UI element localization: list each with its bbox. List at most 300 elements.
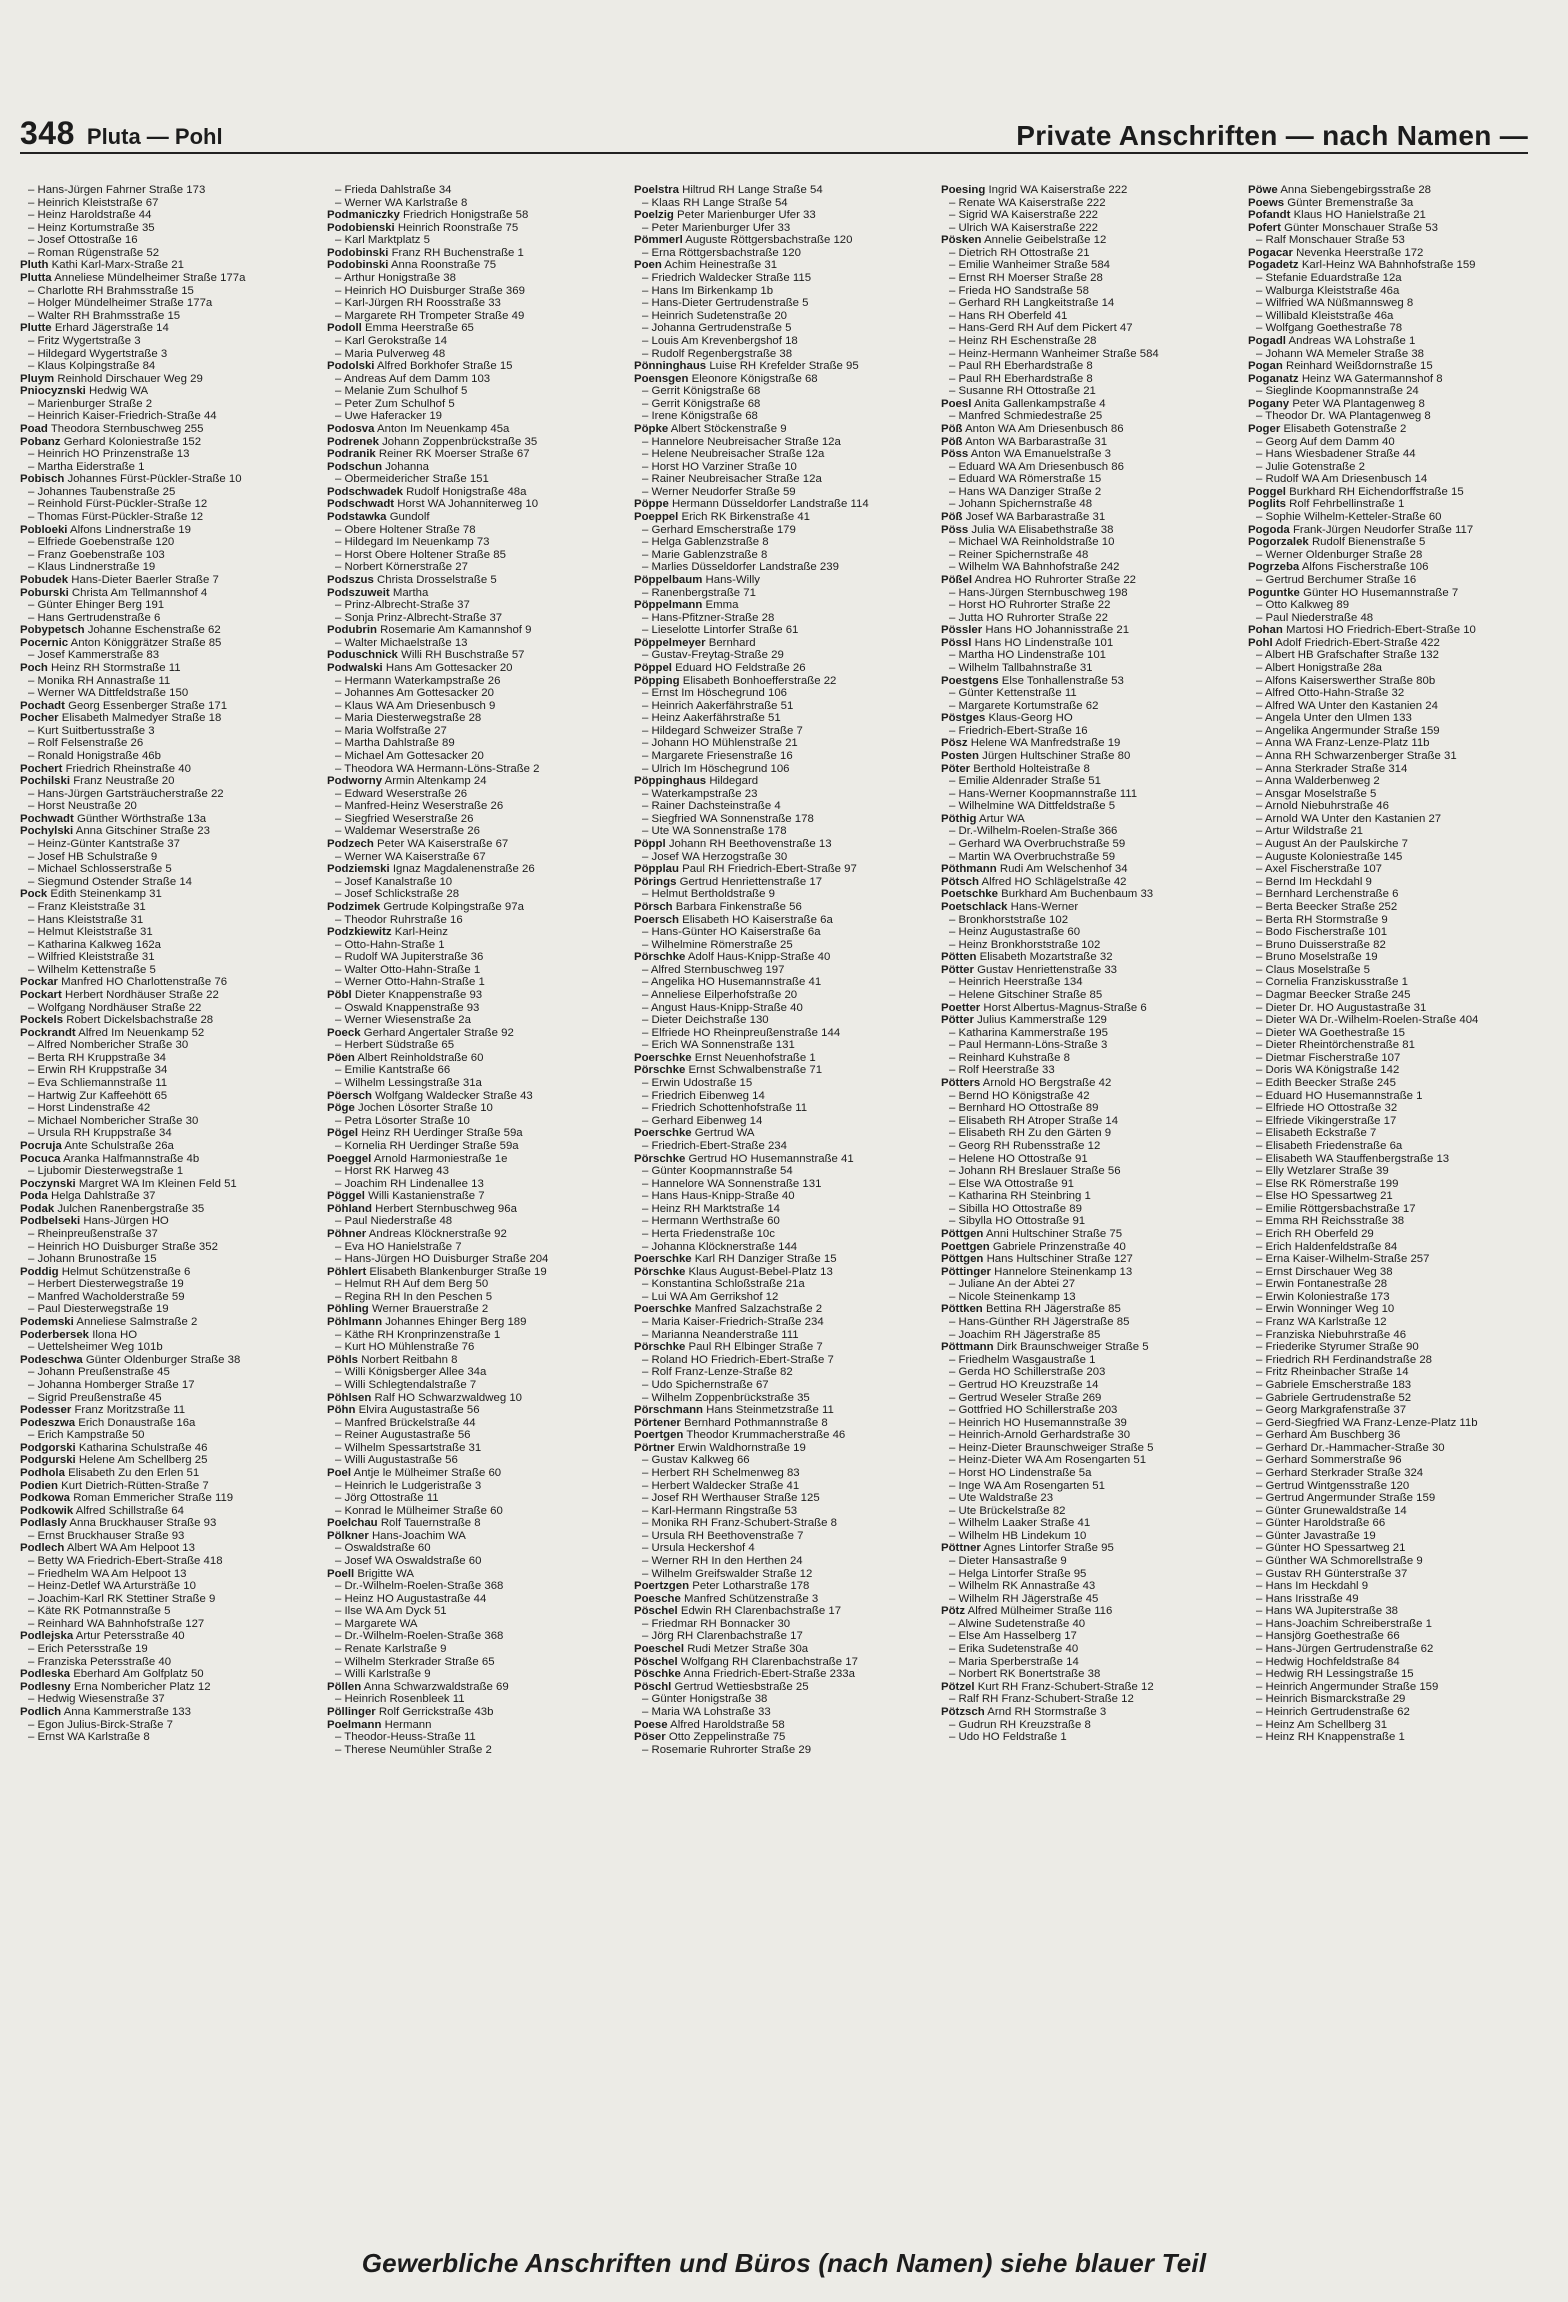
directory-entry: [20, 1253, 320, 1266]
directory-entry: [634, 197, 934, 210]
entry-detail: Reiner RK Moerser Straße 67: [378, 448, 530, 461]
entry-detail: Elisabeth Bonhoefferstraße 22: [682, 674, 837, 687]
directory-entry: [327, 700, 627, 713]
entry-detail: Peter Lotharstraße 178: [692, 1580, 810, 1593]
directory-entry: [327, 1568, 627, 1581]
entry-detail: Ernst Neuenhofstraße 1: [694, 1051, 816, 1064]
entry-detail: Berta Beecker Straße 252: [1265, 900, 1398, 913]
entry-detail: Heinz Kortumstraße 35: [37, 221, 155, 234]
entry-detail: Ursula RH Beethovenstraße 7: [651, 1529, 804, 1542]
directory-entry: [1248, 1190, 1548, 1203]
entry-detail: Hans HO Johannisstraße 21: [985, 624, 1130, 637]
directory-entry: [634, 335, 934, 348]
directory-entry: [1248, 1630, 1548, 1643]
directory-entry: [941, 888, 1241, 901]
surname: Pöhlmann: [327, 1316, 383, 1329]
entry-detail: Waldemar Weserstraße 26: [344, 825, 480, 838]
directory-entry: [1248, 209, 1548, 222]
entry-detail: Wilfried Kleiststraße 31: [37, 951, 155, 964]
directory-entry: [941, 737, 1241, 750]
entry-detail: Arnold Niebuhrstraße 46: [1264, 800, 1389, 813]
directory-entry: [327, 1253, 627, 1266]
directory-entry: [634, 1127, 934, 1140]
directory-entry: [20, 1417, 320, 1430]
directory-entry: [634, 1153, 934, 1166]
entry-detail: Klaus HO Hanielstraße 21: [1293, 209, 1426, 222]
directory-entry: [634, 511, 934, 524]
surname: Pörings: [634, 875, 677, 888]
directory-entry: [327, 737, 627, 750]
directory-entry: [1248, 662, 1548, 675]
entry-detail: Heinrich Bismarckstraße 29: [1265, 1693, 1406, 1706]
entry-detail: Eduard WA Römerstraße 15: [958, 473, 1102, 486]
footer-note: Gewerbliche Anschriften und Büros (nach Namen) siehe blauer Teil: [361, 2248, 1207, 2278]
entry-detail: Gottfried HO Schillerstraße 203: [958, 1404, 1118, 1417]
directory-entry: [20, 1241, 320, 1254]
directory-entry: [20, 964, 320, 977]
surname: Pöttgen: [941, 1227, 984, 1240]
directory-entry: [634, 687, 934, 700]
directory-entry: [20, 587, 320, 600]
entry-detail: Berthold Holteistraße 8: [973, 762, 1090, 775]
entry-detail: Heinz Aakerfährstraße 51: [651, 712, 781, 725]
entry-detail: Johann Brunostraße 15: [37, 1253, 157, 1266]
directory-entry: [1248, 750, 1548, 763]
entry-detail: Katharina Schulstraße 46: [78, 1441, 208, 1454]
entry-detail: Marie Gablenzstraße 8: [651, 548, 768, 561]
directory-entry: [941, 1278, 1241, 1291]
entry-detail: Günter Oldenburger Straße 38: [85, 1353, 241, 1366]
directory-entry: [634, 763, 934, 776]
directory-entry: [941, 1467, 1241, 1480]
directory-entry: [634, 385, 934, 398]
entry-detail: Hildegard: [709, 775, 759, 788]
entry-detail: Alfred Borkhofer Straße 15: [377, 360, 513, 373]
entry-detail: Ernst RH Moerser Straße 28: [958, 272, 1103, 285]
entry-detail: Gerhard WA Overbruchstraße 59: [958, 838, 1126, 851]
surname: Podubrin: [327, 624, 377, 637]
surname: Pöthmann: [941, 863, 997, 876]
directory-entry: [327, 486, 627, 499]
entry-detail: Günter HO Husemannstraße 7: [1303, 586, 1459, 599]
directory-entry: [327, 788, 627, 801]
surname: Pogrzeba: [1248, 561, 1300, 574]
entry-detail: Heinz RH Uerdinger Straße 59a: [361, 1127, 523, 1140]
entry-detail: Karl Gerokstraße 14: [344, 334, 448, 347]
directory-entry: [20, 637, 320, 650]
entry-detail: Anna Bruckhauser Straße 93: [69, 1517, 217, 1530]
directory-entry: [634, 1731, 934, 1744]
directory-entry: [634, 964, 934, 977]
directory-entry: [941, 310, 1241, 323]
entry-detail: Heinrich Aakerfährstraße 51: [651, 699, 794, 712]
entry-detail: Horst HO Varziner Straße 10: [651, 460, 797, 473]
entry-detail: Rolf Tauernstraße 8: [380, 1517, 481, 1530]
surname: Pöttinger: [941, 1265, 991, 1278]
directory-entry: [634, 1404, 934, 1417]
entry-detail: Franz Moritzstraße 11: [74, 1404, 186, 1417]
directory-entry: [327, 1140, 627, 1153]
surname: Pöhner: [327, 1227, 367, 1240]
entry-detail: Dieter WA Goethestraße 15: [1265, 1026, 1405, 1039]
surname: Pochwadt: [20, 812, 74, 825]
directory-entry: [941, 612, 1241, 625]
entry-detail: Artur Wildstraße 21: [1264, 825, 1363, 838]
entry-detail: Susanne RH Ottostraße 21: [958, 385, 1096, 398]
entry-detail: Heinz-Günter Kantstraße 37: [37, 838, 180, 851]
entry-detail: Marlies Düsseldorfer Landstraße 239: [651, 561, 839, 574]
directory-entry: [1248, 1241, 1548, 1254]
entry-detail: Hans-Jürgen Fahrner Straße 173: [37, 184, 206, 196]
entry-detail: Kurt HO Mühlenstraße 76: [344, 1341, 475, 1354]
surname: Pöpplau: [634, 863, 679, 876]
directory-entry: [941, 285, 1241, 298]
directory-entry: [634, 825, 934, 838]
directory-entry: [327, 498, 627, 511]
entry-detail: Dietmar Fischerstraße 107: [1265, 1051, 1401, 1064]
entry-detail: Else RK Römerstraße 199: [1265, 1177, 1399, 1190]
entry-detail: Hans RH Oberfeld 41: [958, 309, 1068, 322]
directory-entry: [941, 1492, 1241, 1505]
entry-detail: Heinz-Hermann Wanheimer Straße 584: [958, 347, 1159, 360]
directory-entry: [634, 1442, 934, 1455]
entry-detail: Christa Drosselstraße 5: [377, 573, 497, 586]
entry-detail: Eduard HO Husemannstraße 1: [1265, 1089, 1423, 1102]
directory-entry: [327, 637, 627, 650]
directory-entry: [1248, 322, 1548, 335]
directory-entry: [634, 1228, 934, 1241]
directory-entry: [941, 637, 1241, 650]
entry-detail: Heinrich HO Duisburger Straße 352: [37, 1240, 218, 1253]
entry-detail: Udo Spichernstraße 67: [651, 1378, 769, 1391]
directory-entry: [1248, 385, 1548, 398]
entry-detail: Adolf Friedrich-Ebert-Straße 422: [1275, 636, 1440, 649]
entry-detail: Rudi Metzer Straße 30a: [687, 1643, 809, 1656]
surname: Poda: [20, 1190, 48, 1203]
surname: Pockrandt: [20, 1026, 76, 1039]
entry-detail: Hermann Werthstraße 60: [651, 1215, 780, 1228]
directory-entry: [1248, 285, 1548, 298]
entry-detail: Hans Kleiststraße 31: [37, 913, 144, 926]
directory-entry: [1248, 1127, 1548, 1140]
directory-entry: [327, 1555, 627, 1568]
surname: Pobanz: [20, 435, 61, 448]
directory-entry: [634, 373, 934, 386]
surname: Pösz: [941, 737, 968, 750]
directory-entry: [1248, 1077, 1548, 1090]
directory-entry: [327, 448, 627, 461]
directory-entry: [941, 1719, 1241, 1732]
surname: Poetter: [941, 1001, 981, 1014]
directory-entry: [20, 410, 320, 423]
directory-entry: [634, 1215, 934, 1228]
surname: Pöss: [941, 448, 969, 461]
entry-detail: Ralf RH Franz-Schubert-Straße 12: [958, 1693, 1134, 1706]
directory-entry: [20, 926, 320, 939]
directory-entry: [20, 1480, 320, 1493]
entry-detail: Willi Königsberger Allee 34a: [344, 1366, 487, 1379]
entry-detail: Helene HO Ottostraße 91: [958, 1152, 1088, 1165]
entry-detail: Bernd Im Heckdahl 9: [1265, 875, 1372, 888]
entry-detail: Gertrud Weseler Straße 269: [958, 1391, 1102, 1404]
directory-entry: [941, 649, 1241, 662]
directory-entry: [20, 310, 320, 323]
entry-detail: Friedmar RH Bonnacker 30: [651, 1617, 791, 1630]
surname: Pöhling: [327, 1303, 369, 1316]
entry-detail: Jürgen Hultschiner Straße 80: [982, 750, 1131, 763]
directory-entry: [20, 800, 320, 813]
directory-entry: [941, 1366, 1241, 1379]
directory-entry: [327, 838, 627, 851]
entry-detail: Fritz Rheinbacher Straße 14: [1265, 1366, 1409, 1379]
surname: Pötter: [941, 963, 974, 976]
directory-entry: [327, 1190, 627, 1203]
directory-entry: [327, 398, 627, 411]
directory-entry: [634, 234, 934, 247]
entry-detail: Dr.-Wilhelm-Roelen-Straße 368: [344, 1580, 504, 1593]
surname: Podobinski: [327, 246, 389, 259]
entry-detail: Ernst WA Karlstraße 8: [37, 1731, 150, 1744]
directory-entry: [634, 1681, 934, 1694]
entry-detail: Friedhelm WA Am Helpoot 13: [37, 1567, 187, 1580]
directory-entry: [941, 838, 1241, 851]
entry-detail: Bernhard Lerchenstraße 6: [1265, 888, 1399, 901]
surname: Poeggel: [327, 1152, 372, 1165]
directory-entry: [941, 1706, 1241, 1719]
entry-detail: Norbert Körnerstraße 27: [344, 561, 468, 574]
surname: Pötten: [941, 951, 977, 964]
entry-detail: Else HO Spessartweg 21: [1265, 1190, 1393, 1203]
directory-entry: [941, 1417, 1241, 1430]
directory-entry: [634, 1354, 934, 1367]
directory-entry: [20, 259, 320, 272]
directory-entry: [20, 725, 320, 738]
entry-detail: Kurt Suitbertusstraße 3: [37, 724, 155, 737]
directory-entry: [634, 587, 934, 600]
directory-column-3: [634, 184, 934, 2232]
entry-detail: Alfons Lindnerstraße 19: [70, 523, 191, 536]
entry-detail: Sieglinde Koopmannstraße 24: [1265, 385, 1419, 398]
directory-entry: [941, 964, 1241, 977]
entry-detail: Gudrun RH Kreuzstraße 8: [958, 1718, 1091, 1731]
directory-entry: [327, 1203, 627, 1216]
entry-detail: Dieter WA Dr.-Wilhelm-Roelen-Straße 404: [1265, 1014, 1479, 1027]
entry-detail: Dieter Deichstraße 130: [651, 1014, 769, 1027]
surname: Poelchau: [327, 1517, 378, 1530]
entry-detail: Karl-Heinz: [394, 926, 448, 939]
directory-entry: [1248, 599, 1548, 612]
surname: Pöppelmeyer: [634, 636, 706, 649]
entry-detail: Arnold Harmoniestraße 1e: [373, 1152, 508, 1165]
directory-entry: [327, 1178, 627, 1191]
entry-detail: Rolf Felsenstraße 26: [37, 737, 144, 750]
entry-detail: Hans-Werner Koopmannstraße 111: [958, 787, 1138, 800]
entry-detail: Marienburger Straße 2: [37, 397, 153, 410]
directory-entry: [327, 574, 627, 587]
directory-entry: [941, 825, 1241, 838]
entry-detail: Heinz RH Stormstraße 11: [51, 661, 181, 674]
directory-entry: [20, 1442, 320, 1455]
directory-entry: [941, 1517, 1241, 1530]
directory-columns: [20, 184, 1552, 2232]
directory-entry: [1248, 1555, 1548, 1568]
entry-detail: Johanna: [385, 460, 429, 473]
directory-entry: [327, 561, 627, 574]
directory-entry: [20, 436, 320, 449]
directory-entry: [941, 461, 1241, 474]
entry-detail: Horst Neustraße 20: [37, 800, 137, 813]
entry-detail: Joachim RH Jägerstraße 85: [958, 1328, 1101, 1341]
entry-detail: Siegfried Weserstraße 26: [344, 812, 474, 825]
directory-entry: [941, 901, 1241, 914]
entry-detail: Julius Kammerstraße 129: [977, 1014, 1107, 1027]
directory-entry: [1248, 851, 1548, 864]
entry-detail: Dietrich RH Ottostraße 21: [958, 246, 1090, 259]
surname: Podmaniczky: [327, 209, 400, 222]
entry-detail: Paul RH Eberhardstraße 8: [958, 372, 1093, 385]
directory-entry: [941, 335, 1241, 348]
directory-entry: [20, 209, 320, 222]
entry-detail: Willibald Kleiststraße 46a: [1265, 309, 1394, 322]
directory-entry: [327, 524, 627, 537]
surname: Poerschke: [634, 1303, 692, 1316]
directory-entry: [20, 1316, 320, 1329]
entry-detail: Manfred Salzachstraße 2: [694, 1303, 823, 1316]
entry-detail: Anna Siebengebirgsstraße 28: [1280, 184, 1432, 196]
surname: Poelzig: [634, 209, 674, 222]
directory-entry: [20, 1153, 320, 1166]
entry-detail: Käthe RH Kronprinzenstraße 1: [344, 1328, 501, 1341]
surname: Pogany: [1248, 397, 1290, 410]
surname: Poensgen: [634, 372, 689, 385]
surname: Poertgen: [634, 1429, 684, 1442]
entry-detail: Maria Sperberstraße 14: [958, 1655, 1079, 1668]
entry-detail: Wolfgang RH Clarenbachstraße 17: [680, 1655, 858, 1668]
directory-entry: [327, 1731, 627, 1744]
entry-detail: Bodo Fischerstraße 101: [1265, 926, 1388, 939]
entry-detail: Hans Gertrudenstraße 6: [37, 611, 161, 624]
entry-detail: Erich RH Oberfeld 29: [1265, 1227, 1374, 1240]
directory-entry: [327, 209, 627, 222]
directory-entry: [20, 1404, 320, 1417]
directory-entry: [634, 863, 934, 876]
directory-column-1: [20, 184, 320, 2232]
entry-detail: Theodor Ruhrstraße 16: [344, 913, 463, 926]
entry-detail: Emilie Röttgersbachstraße 17: [1265, 1202, 1416, 1215]
directory-entry: [1248, 763, 1548, 776]
directory-entry: [941, 1165, 1241, 1178]
entry-detail: Hansjörg Goethestraße 66: [1265, 1630, 1400, 1643]
entry-detail: Margret WA Im Kleinen Feld 51: [78, 1177, 237, 1190]
entry-detail: Erna Röttgersbachstraße 120: [651, 246, 801, 259]
surname: Pöpping: [634, 674, 680, 687]
entry-detail: Wilhelm Zoppenbrückstraße 35: [651, 1391, 810, 1404]
directory-entry: [327, 1153, 627, 1166]
entry-detail: Kurt RH Franz-Schubert-Straße 12: [977, 1680, 1154, 1693]
entry-detail: Karl-Heinz WA Bahnhofstraße 159: [1301, 259, 1476, 272]
directory-entry: [20, 348, 320, 361]
directory-entry: [1248, 234, 1548, 247]
directory-entry: [941, 348, 1241, 361]
directory-entry: [1248, 1316, 1548, 1329]
entry-detail: Inge WA Am Rosengarten 51: [958, 1479, 1105, 1492]
surname: Pock: [20, 888, 48, 901]
directory-entry: [327, 976, 627, 989]
entry-detail: Johann HO Mühlenstraße 21: [651, 737, 798, 750]
directory-entry: [1248, 1165, 1548, 1178]
directory-entry: [1248, 259, 1548, 272]
directory-entry: [1248, 989, 1548, 1002]
entry-detail: Albert Stöckenstraße 9: [670, 422, 787, 435]
directory-entry: [941, 1530, 1241, 1543]
directory-entry: [634, 1530, 934, 1543]
directory-entry: [1248, 1140, 1548, 1153]
directory-entry: [1248, 1329, 1548, 1342]
surname: Pluym: [20, 372, 55, 385]
directory-entry: [634, 851, 934, 864]
directory-entry: [20, 1643, 320, 1656]
directory-entry: [941, 448, 1241, 461]
directory-entry: [327, 1392, 627, 1405]
directory-entry: [634, 1102, 934, 1115]
entry-detail: Herbert Nordhäuser Straße 22: [64, 989, 219, 1001]
surname: Podlejska: [20, 1630, 74, 1643]
directory-entry: [634, 1303, 934, 1316]
surname: Pöppelbaum: [634, 573, 703, 586]
entry-detail: Reinhold Fürst-Pückler-Straße 12: [37, 498, 208, 511]
directory-entry: [1248, 888, 1548, 901]
entry-detail: Hans Irisstraße 49: [1265, 1592, 1359, 1605]
surname: Podranik: [327, 448, 376, 461]
directory-entry: [20, 1303, 320, 1316]
directory-entry: [634, 1241, 934, 1254]
entry-detail: Hans-Günter HO Kaiserstraße 6a: [651, 926, 821, 939]
surname: Podszuweit: [327, 586, 390, 599]
directory-entry: [327, 1681, 627, 1694]
directory-entry: [327, 335, 627, 348]
directory-entry: [20, 700, 320, 713]
surname: Pörschke: [634, 1265, 686, 1278]
directory-entry: [941, 1316, 1241, 1329]
directory-entry: [1248, 1027, 1548, 1040]
directory-entry: [634, 209, 934, 222]
entry-detail: Anneliese Mündelheimer Straße 177a: [54, 272, 246, 285]
directory-entry: [20, 561, 320, 574]
surname: Poddig: [20, 1265, 59, 1278]
directory-entry: [327, 1505, 627, 1518]
directory-entry: [327, 385, 627, 398]
directory-entry: [20, 1039, 320, 1052]
directory-entry: [327, 1241, 627, 1254]
directory-entry: [327, 1303, 627, 1316]
directory-entry: [941, 851, 1241, 864]
surname: Poews: [1248, 196, 1285, 209]
directory-entry: [634, 800, 934, 813]
directory-entry: [1248, 1014, 1548, 1027]
entry-detail: Rheinpreußenstraße 37: [37, 1227, 158, 1240]
directory-entry: [327, 197, 627, 210]
directory-entry: [941, 587, 1241, 600]
directory-entry: [634, 1178, 934, 1191]
entry-detail: Edward Weserstraße 26: [344, 787, 468, 800]
directory-entry: [327, 888, 627, 901]
directory-entry: [1248, 335, 1548, 348]
directory-entry: [20, 612, 320, 625]
entry-detail: Juliane An der Abtei 27: [958, 1278, 1076, 1291]
entry-detail: Alfred HO Schlägelstraße 42: [981, 875, 1127, 888]
directory-entry: [941, 561, 1241, 574]
directory-entry: [941, 1115, 1241, 1128]
